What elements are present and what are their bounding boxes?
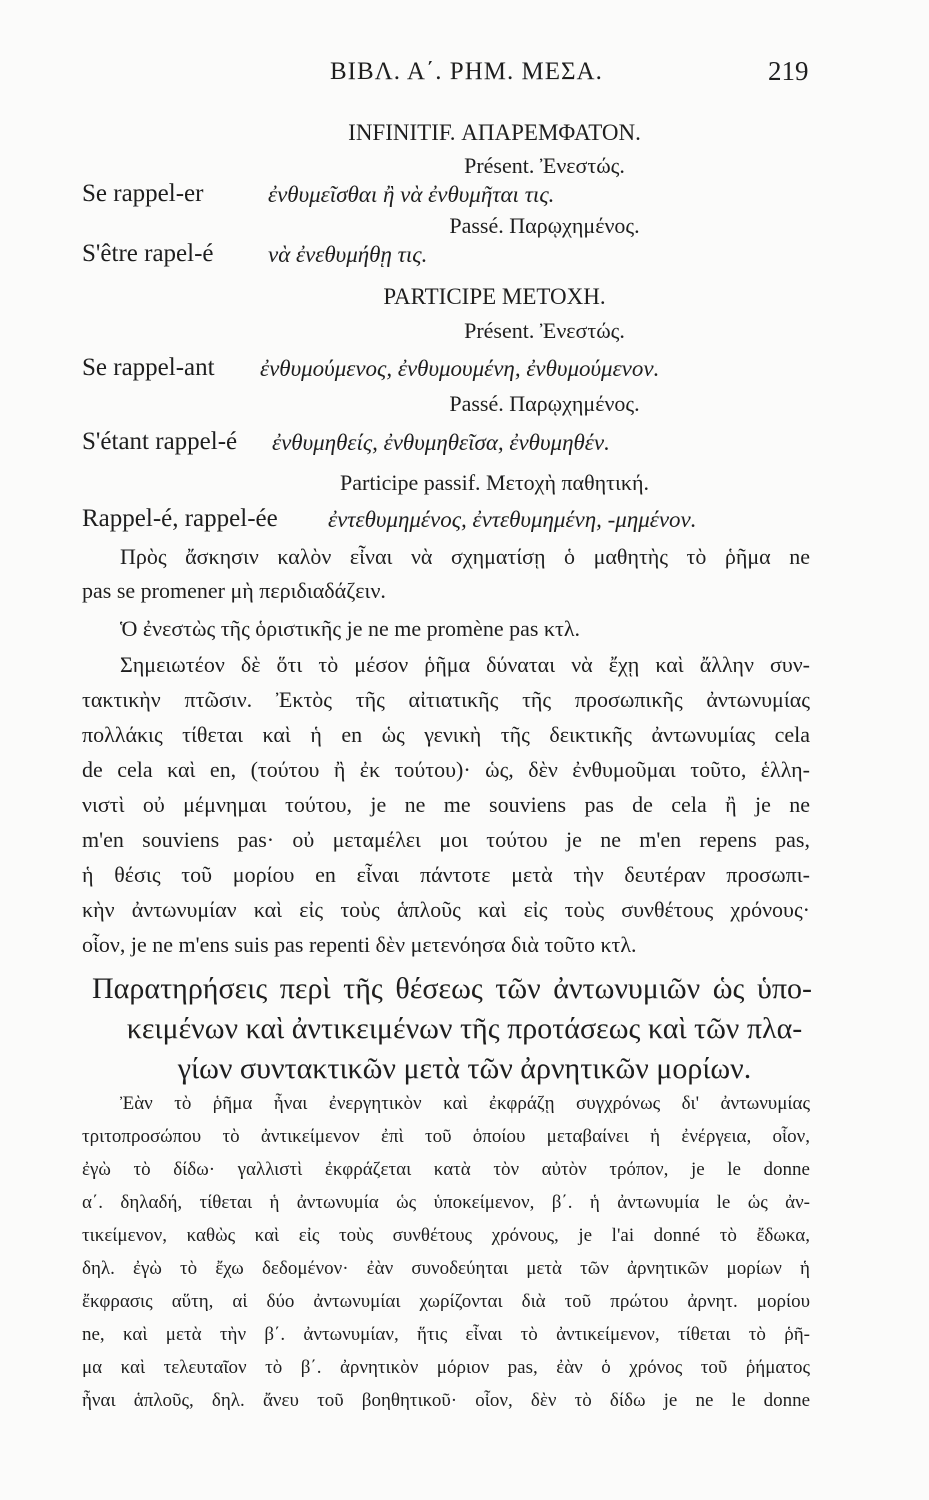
paragraph-line: Πρὸς ἄσκησιν καλὸν εἶναι νὰ σχηματίσῃ ὁ μαθητὴς τὸ ῥῆμα ne (120, 544, 810, 569)
paragraph-line: Σημειωτέον δὲ ὅτι τὸ μέσον ῥῆμα δύναται νὰ ἔχῃ καὶ ἄλλην συν- (120, 652, 810, 677)
paragraph-line: pas se promener μὴ περιδιαδάζειν. (82, 578, 386, 603)
participle-passive-french: Rappel-é, rappel-ée (82, 505, 278, 532)
section-body-line: Ἐὰν τὸ ῥῆμα ἦναι ἐνεργητικὸν καὶ ἐκφράζῃ συγχρόνως δι' ἀντωνυμίας (120, 1093, 810, 1114)
running-head: ΒΙΒΛ. Α΄. ΡΗΜ. ΜΕΣΑ. (330, 58, 603, 85)
paragraph-line: οἷον, je ne m'ens suis pas repenti δὲν μετενόησα διὰ τοῦτο κτλ. (82, 932, 637, 957)
participle-past-label: Passé. Παρῳχημένος. (449, 391, 640, 416)
section-title-line: Παρατηρήσεις περὶ τῆς θέσεως τῶν ἀντωνυμιῶν ὡς ὑπο- (92, 972, 812, 1005)
paragraph-line: m'en souviens pas· οὐ μεταμέλει μοι τούτου je ne m'en repens pas, (82, 827, 810, 852)
section-body-line: ne, καὶ μετὰ τὴν β΄. ἀντωνυμίαν, ἥτις εἶναι τὸ ἀντικείμενον, τίθεται τὸ ῥῆ- (82, 1324, 810, 1345)
paragraph-line: νιστὶ οὐ μέμνημαι τούτου, je ne me souviens pas de cela ἢ je ne (82, 792, 810, 817)
infinitive-heading: INFINITIF. ΑΠΑΡΕΜΦΑΤΟΝ. (348, 120, 641, 145)
participle-past-greek: ἐνθυμηθείς, ἐνθυμηθεῖσα, ἐνθυμηθέν. (272, 430, 610, 455)
paragraph-line: ἡ θέσις τοῦ μορίου en εἶναι πάντοτε μετὰ τὴν δευτέραν προσωπι- (82, 862, 810, 887)
section-body-line: ἔκφρασις αὕτη, αἱ δύο ἀντωνυμίαι χωρίζονται διὰ τοῦ πρώτου ἀρνητ. μορίου (82, 1291, 810, 1312)
infinitive-past-french: S'être rapel-é (82, 240, 214, 267)
participle-passive-greek: ἐντεθυμημένος, ἐντεθυμημένη, -μημένον. (328, 507, 697, 532)
paragraph-line: πολλάκις τίθεται καὶ ἡ en ὡς γενικὴ τῆς δεικτικῆς ἀντωνυμίας cela (82, 722, 810, 747)
infinitive-present-label: Présent. Ἐνεστώς. (464, 153, 625, 178)
participle-heading: PARTICIPE ΜΕΤΟΧΗ. (383, 284, 606, 309)
section-title-line: κειμένων καὶ ἀντικειμένων τῆς προτάσεως καὶ τῶν πλα- (126, 1012, 803, 1045)
section-body-line: μα καὶ τελευταῖον τὸ β΄. ἀρνητικὸν μόριον pas, ἐὰν ὁ χρόνος τοῦ ῥήματος (82, 1357, 810, 1378)
section-body-line: ἐγὼ τὸ δίδω· γαλλιστὶ ἐκφράζεται κατὰ τὸν αὐτὸν τρόπον, je le donne (82, 1159, 810, 1180)
section-body-line: τικείμενον, καθὼς καὶ εἰς τοὺς συνθέτους χρόνους, je l'ai donné τὸ ἔδωκα, (82, 1225, 810, 1246)
section-body-line: δηλ. ἐγὼ τὸ ἔχω δεδομένον· ἐὰν συνοδεύηται μετὰ τῶν ἀρνητικῶν μορίων ἡ (82, 1258, 810, 1279)
section-title-line: γίων συντακτικῶν μετὰ τῶν ἀρνητικῶν μορίων. (177, 1052, 752, 1085)
section-body-line: ἦναι ἁπλοῦς, δηλ. ἄνευ τοῦ βοηθητικοῦ· οἷον, δὲν τὸ δίδω je ne le donne (82, 1390, 810, 1411)
paragraph-line: τακτικὴν πτῶσιν. Ἐκτὸς τῆς αἰτιατικῆς τῆς προσωπικῆς ἀντωνυμίας (82, 687, 810, 712)
participle-present-greek: ἐνθυμούμενος, ἐνθυμουμένη, ἐνθυμούμενον. (260, 356, 660, 381)
infinitive-past-greek: νὰ ἐνεθυμήθῃ τις. (268, 242, 428, 267)
infinitive-past-label: Passé. Παρῳχημένος. (449, 213, 640, 238)
participle-present-french: Se rappel-ant (82, 354, 215, 381)
infinitive-present-french: Se rappel-er (82, 180, 204, 207)
infinitive-present-greek: ἐνθυμεῖσθαι ἢ νὰ ἐνθυμῆται τις. (268, 182, 555, 207)
participle-passive-label: Participe passif. Μετοχὴ παθητική. (340, 470, 649, 495)
section-body-line: α΄. δηλαδή, τίθεται ἡ ἀντωνυμία ὡς ὑποκείμενον, β΄. ἡ ἀντωνυμία le ὡς ἀν- (82, 1192, 810, 1213)
participle-present-label: Présent. Ἐνεστώς. (464, 318, 625, 343)
paragraph-line: κὴν ἀντωνυμίαν καὶ εἰς τοὺς ἁπλοῦς καὶ εἰς τοὺς συνθέτους χρόνους· (82, 897, 810, 922)
participle-past-french: S'étant rappel-é (82, 428, 238, 455)
paragraph-line: Ὁ ἐνεστὼς τῆς ὁριστικῆς je ne me promène pas κτλ. (120, 616, 581, 641)
paragraph-line: de cela καὶ en, (τούτου ἢ ἐκ τούτου)· ὡς, δὲν ἐνθυμοῦμαι τοῦτο, ἑλλη- (82, 757, 810, 782)
page-number: 219 (768, 56, 809, 86)
section-body-line: τριτοπροσώπου τὸ ἀντικείμενον ἐπὶ τοῦ ὁποίου μεταβαίνει ἡ ἐνέργεια, οἷον, (82, 1126, 810, 1147)
